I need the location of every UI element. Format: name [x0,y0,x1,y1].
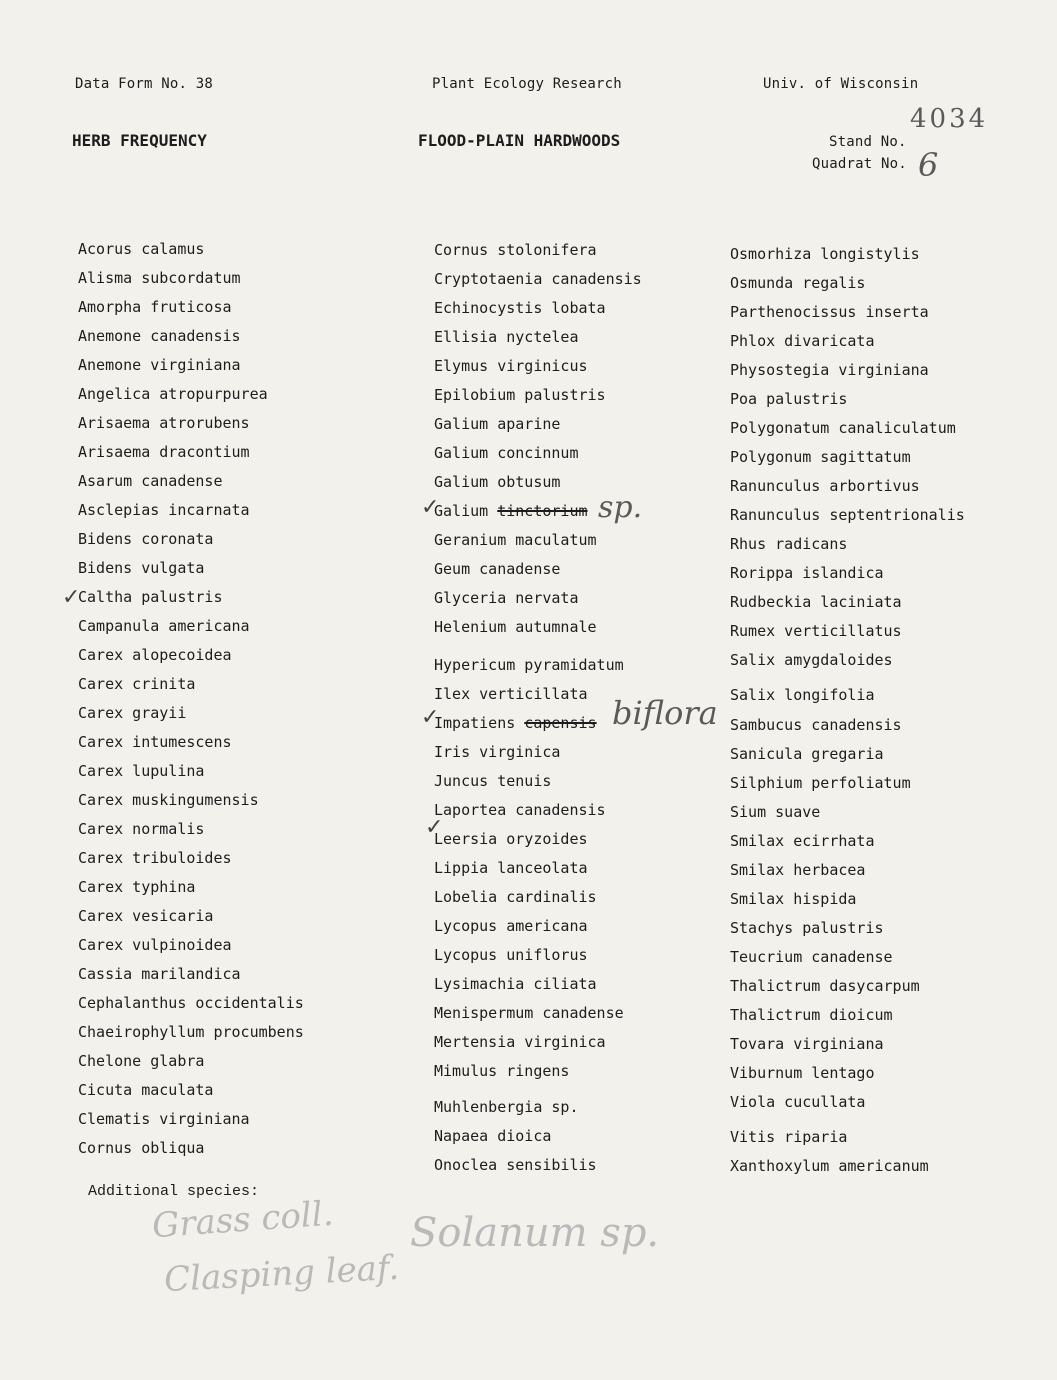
species-item: Sanicula gregaria [730,745,884,763]
species-item: Laportea canadensis [434,801,606,819]
struck-epithet: capensis [524,714,597,732]
additional-species-entry: Solanum sp. [410,1210,660,1256]
species-item: Mertensia virginica [434,1033,606,1051]
species-item: Elymus virginicus [434,357,588,375]
species-item: Lippia lanceolata [434,859,588,877]
form-number: Data Form No. 38 [75,76,214,92]
species-item: Cornus stolonifera [434,241,597,259]
species-item-struck: Galium tinctorium [434,502,588,520]
species-item: Carex tribuloides [78,849,232,867]
species-item: Stachys palustris [730,919,884,937]
additional-species-entry: Grass coll. [150,1193,335,1247]
species-item: Angelica atropurpurea [78,385,268,403]
species-item: Rumex verticillatus [730,622,902,640]
species-item: Sium suave [730,803,821,821]
species-item: Carex muskingumensis [78,791,259,809]
species-item: Chelone glabra [78,1052,205,1070]
species-item: Poa palustris [730,390,848,408]
species-item: Parthenocissus inserta [730,303,929,321]
species-item: Asclepias incarnata [78,501,250,519]
struck-epithet: tinctorium [497,502,588,520]
species-item: Rudbeckia laciniata [730,593,902,611]
species-item: Tovara virginiana [730,1035,884,1053]
species-item: Silphium perfoliatum [730,774,911,792]
species-item: Galium obtusum [434,473,561,491]
species-item: Chaeirophyllum procumbens [78,1023,304,1041]
species-item: Carex normalis [78,820,205,838]
check-mark-icon: ✓ [425,815,444,840]
species-item: Helenium autumnale [434,618,597,636]
stand-label: Stand No. [829,134,907,150]
species-item: Osmorhiza longistylis [730,245,920,263]
species-item: Lycopus uniflorus [434,946,588,964]
species-item: Cephalanthus occidentalis [78,994,304,1012]
species-item: Carex intumescens [78,733,232,751]
species-item: Vitis riparia [730,1128,848,1146]
species-item: Viburnum lentago [730,1064,875,1082]
species-item: Ranunculus arbortivus [730,477,920,495]
species-item: Epilobium palustris [434,386,606,404]
species-item: Carex grayii [78,704,187,722]
species-item: Juncus tenuis [434,772,552,790]
species-item: Teucrium canadense [730,948,893,966]
species-item: Clematis virginiana [78,1110,250,1128]
species-item: Alisma subcordatum [78,269,241,287]
additional-species-label: Additional species: [88,1183,260,1200]
species-item: Campanula americana [78,617,250,635]
species-column-2 [434,243,642,1187]
page-title: HERB FREQUENCY [72,131,207,150]
check-mark-icon: ✓ [62,585,81,610]
species-item: Viola cucullata [730,1093,866,1111]
species-item: Carex lupulina [78,762,205,780]
species-item: Amorpha fruticosa [78,298,232,316]
species-item: Cryptotaenia canadensis [434,270,642,288]
species-item: Napaea dioica [434,1127,552,1145]
species-column-3 [730,247,965,1188]
species-item: Echinocystis lobata [434,299,606,317]
species-item: Onoclea sensibilis [434,1156,597,1174]
species-item: Acorus calamus [78,240,205,258]
species-item: Mimulus ringens [434,1062,570,1080]
galium-replacement: sp. [598,490,643,525]
impatiens-replacement: biflora [612,694,718,732]
species-item-struck: Impatiens capensis [434,714,597,732]
species-item: Salix amygdaloides [730,651,893,669]
stand-number: 4034 [910,104,989,134]
species-item: Cicuta maculata [78,1081,214,1099]
species-item: Carex crinita [78,675,196,693]
species-item: Arisaema atrorubens [78,414,250,432]
species-item: Bidens coronata [78,530,214,548]
species-item: Galium concinnum [434,444,579,462]
species-item: Ilex verticillata [434,685,588,703]
species-item: Muhlenbergia sp. [434,1098,579,1116]
species-item: Leersia oryzoides [434,830,588,848]
species-item: Anemone virginiana [78,356,241,374]
species-item: Carex alopecoidea [78,646,232,664]
species-item: Hypericum pyramidatum [434,656,624,674]
species-item: Sambucus canadensis [730,716,902,734]
species-item: Caltha palustris [78,588,223,606]
species-item: Geranium maculatum [434,531,597,549]
species-item: Xanthoxylum americanum [730,1157,929,1175]
species-item: Rhus radicans [730,535,848,553]
species-item: Anemone canadensis [78,327,241,345]
species-item: Asarum canadense [78,472,223,490]
species-item: Ranunculus septentrionalis [730,506,965,524]
community-title: FLOOD-PLAIN HARDWOODS [418,131,621,150]
species-item: Carex typhina [78,878,196,896]
species-item: Thalictrum dasycarpum [730,977,920,995]
species-item: Rorippa islandica [730,564,884,582]
species-item: Galium aparine [434,415,561,433]
species-item: Polygonum sagittatum [730,448,911,466]
species-item: Polygonatum canaliculatum [730,419,956,437]
quadrat-label: Quadrat No. [812,156,907,172]
species-item: Physostegia virginiana [730,361,929,379]
species-item: Osmunda regalis [730,274,866,292]
check-mark-icon: ✓ [421,705,440,730]
quadrat-number: 6 [918,146,939,184]
species-item: Cassia marilandica [78,965,241,983]
species-item: Smilax herbacea [730,861,866,879]
species-item: Menispermum canadense [434,1004,624,1022]
species-item: Iris virginica [434,743,561,761]
research-title: Plant Ecology Research [432,76,622,92]
species-item: Smilax hispida [730,890,857,908]
species-item: Ellisia nyctelea [434,328,579,346]
species-item: Carex vesicaria [78,907,214,925]
species-item: Smilax ecirrhata [730,832,875,850]
species-item: Glyceria nervata [434,589,579,607]
species-item: Carex vulpinoidea [78,936,232,954]
species-item: Cornus obliqua [78,1139,205,1157]
university-name: Univ. of Wisconsin [763,76,919,92]
species-item: Lysimachia ciliata [434,975,597,993]
species-item: Phlox divaricata [730,332,875,350]
species-item: Lobelia cardinalis [434,888,597,906]
additional-species-entry: Clasping leaf. [163,1247,401,1301]
species-item: Arisaema dracontium [78,443,250,461]
check-mark-icon: ✓ [421,495,440,520]
species-item: Salix longifolia [730,686,875,704]
species-item: Geum canadense [434,560,561,578]
species-column-1 [78,242,304,1170]
species-item: Thalictrum dioicum [730,1006,893,1024]
species-item: Bidens vulgata [78,559,205,577]
species-item: Lycopus americana [434,917,588,935]
